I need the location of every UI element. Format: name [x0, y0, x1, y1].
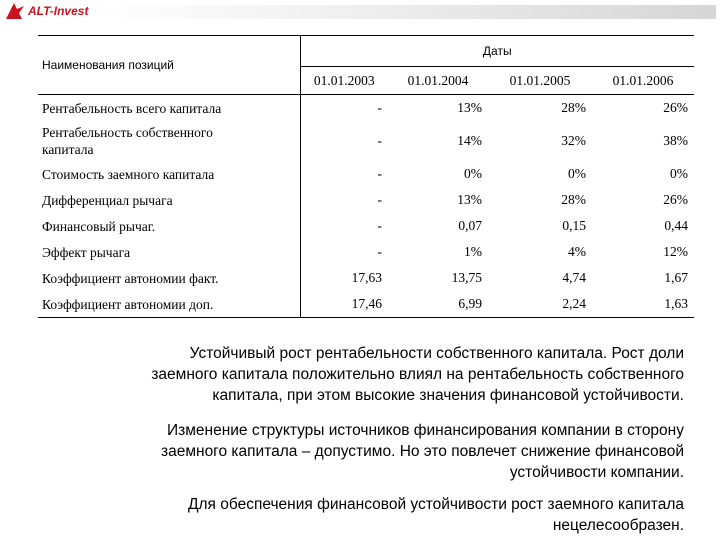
cell-value: 17,63 [300, 265, 388, 291]
logo-arrow-icon [4, 2, 26, 20]
row-label: Финансовый рычаг. [42, 218, 156, 234]
table-row [38, 95, 694, 122]
cell-value: - [300, 213, 388, 239]
cell-value: 0% [670, 166, 688, 181]
row-label [38, 121, 300, 161]
cell-value: 1,63 [592, 291, 694, 318]
year-header: 01.01.2006 [592, 67, 694, 95]
cell-value: 6,99 [388, 291, 488, 318]
cell-value: 28% [561, 192, 586, 207]
row-label-line: Рентабельность собственного [42, 125, 213, 140]
year-header: 01.01.2004 [388, 67, 488, 95]
conclusion-note-1 [56, 343, 684, 406]
table-row [38, 239, 694, 265]
cell-value: - [300, 121, 388, 161]
cell-value: 0% [568, 166, 586, 181]
cell-value: 0,07 [458, 218, 482, 233]
cell-value: 17,46 [300, 291, 388, 318]
row-label: Рентабельность всего капитала [38, 95, 300, 122]
table-row [38, 213, 694, 239]
cell-value: 0% [464, 166, 482, 181]
row-label: Коэффициент автономии факт. [42, 270, 219, 286]
cell-value: 38% [663, 133, 688, 148]
cell-value: 12% [663, 244, 688, 259]
cell-value: - [300, 95, 388, 122]
cell-value: 4,74 [562, 270, 586, 285]
cell-value: 26% [663, 192, 688, 207]
cell-value: 14% [457, 133, 482, 148]
row-label-line: капитала [42, 142, 94, 157]
cell-value: 1% [464, 244, 482, 259]
cell-value: 0,15 [562, 218, 586, 233]
note-line: капитала, при этом высокие значения финансовой устойчивости. [212, 387, 684, 404]
cell-value: 13% [457, 192, 482, 207]
note-line: устойчивости компании. [509, 464, 684, 481]
cell-value: 4% [568, 244, 586, 259]
cell-value: 13,75 [451, 270, 482, 285]
cell-value: 1,67 [664, 270, 688, 285]
cell-value: 26% [592, 95, 694, 122]
note-line: Изменение структуры источников финансирования компании в сторону [166, 422, 684, 439]
table-row [38, 161, 694, 187]
logo-text: ALT-Invest [28, 4, 89, 18]
cell-value: 13% [388, 95, 488, 122]
cell-value: 28% [488, 95, 592, 122]
logo [4, 2, 88, 20]
table-row [38, 291, 694, 318]
cell-value: 0,44 [664, 218, 688, 233]
note-line: заемного капитала – допустимо. Но это повлечет снижение финансовой [161, 443, 684, 460]
conclusion-note-3 [56, 494, 684, 536]
header-gradient-bar [92, 5, 716, 19]
row-label: Эффект рычага [42, 244, 131, 260]
financial-table [38, 35, 694, 318]
table-row [38, 121, 694, 161]
cell-value: - [300, 161, 388, 187]
note-line: нецелесообразен. [552, 517, 684, 534]
row-label: Стоимость заемного капитала [42, 166, 215, 182]
row-label: Коэффициент автономии доп. [38, 291, 300, 318]
note-line: заемного капитала положительно влиял на рентабельность собственного [151, 366, 684, 383]
column-header-names: Наименования позиций [38, 36, 300, 95]
cell-value: - [300, 187, 388, 213]
year-header: 01.01.2003 [300, 67, 388, 95]
row-label: Дифференциал рычага [42, 192, 173, 208]
table-row [38, 187, 694, 213]
table-row [38, 265, 694, 291]
note-line: Устойчивый рост рентабельности собственного капитала. Рост доли [189, 345, 684, 362]
cell-value: 32% [561, 133, 586, 148]
column-header-dates: Даты [300, 36, 694, 67]
year-header: 01.01.2005 [488, 67, 592, 95]
note-line: Для обеспечения финансовой устойчивости рост заемного капитала [188, 496, 684, 513]
cell-value: - [300, 239, 388, 265]
conclusion-note-2 [56, 420, 684, 483]
cell-value: 2,24 [488, 291, 592, 318]
header-bar [0, 0, 720, 24]
